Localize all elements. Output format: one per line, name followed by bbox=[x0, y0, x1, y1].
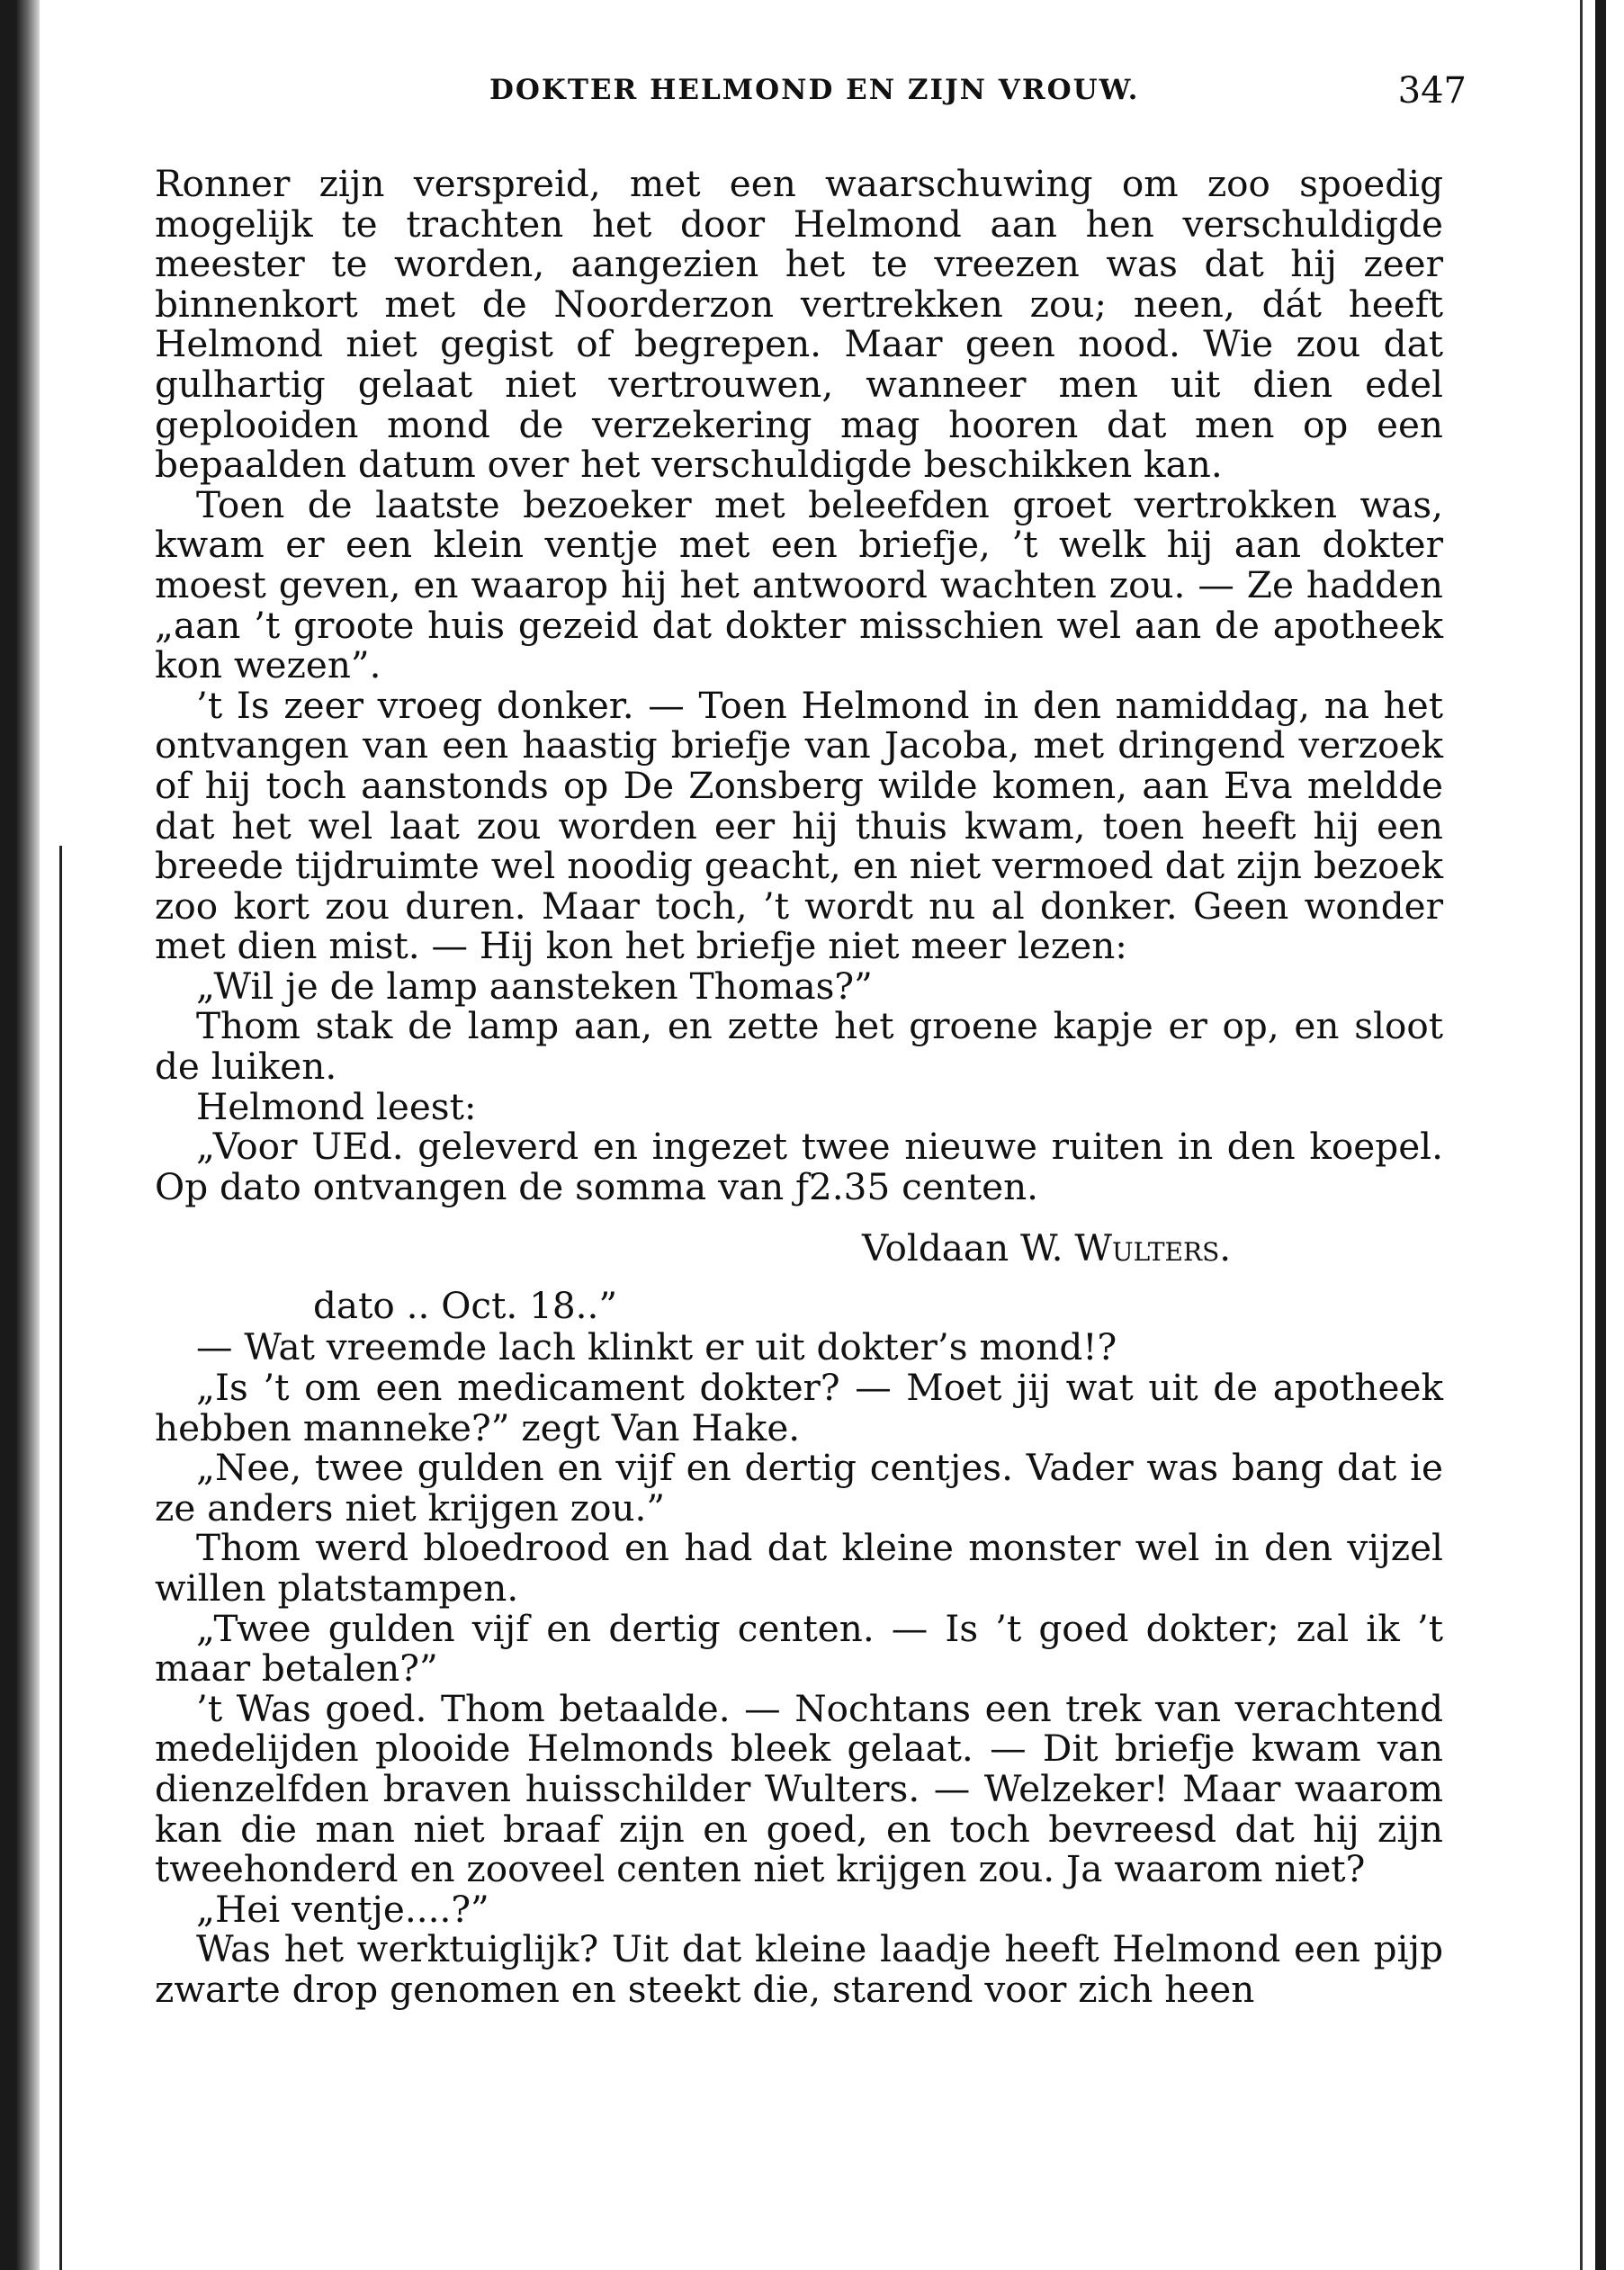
signature-prefix: Voldaan W. bbox=[862, 1226, 1075, 1270]
paragraph: Was het werktuiglijk? Uit dat kleine laadje heeft Helmond een pijp zwarte drop genomen en steekt die, starend voor zich heen bbox=[155, 1927, 1443, 2011]
paragraph: „Nee, twee gulden en vijf en dertig centjes. Vader was bang dat ie ze anders niet krijgen zou.” bbox=[155, 1446, 1443, 1530]
paragraph: Thom stak de lamp aan, en zette het groene kapje er op, en sloot de luiken. bbox=[155, 1004, 1443, 1089]
paragraph: „Voor UEd. geleverd en ingezet twee nieuwe ruiten in den koepel. Op dato ontvangen de somma van ƒ2.35 centen. bbox=[155, 1125, 1443, 1208]
paragraph: Helmond leest: bbox=[196, 1084, 477, 1128]
page-header bbox=[153, 70, 1467, 115]
signature-name: Wulters. bbox=[1074, 1226, 1232, 1270]
paragraph: „Is ’t om een medicament dokter? — Moet jij wat uit de apotheek hebben manneke?” zegt Van Hake. bbox=[155, 1366, 1443, 1449]
scan-right-edge-line bbox=[1580, 0, 1583, 2270]
paragraph: „Wil je de lamp aansteken Thomas?” bbox=[196, 964, 873, 1008]
running-title: DOKTER HELMOND EN ZIJN VROUW. bbox=[489, 74, 1140, 106]
scan-left-edge-shadow bbox=[0, 0, 40, 2270]
paragraph: — Wat vreemde lach klinkt er uit dokter’s mond!? bbox=[196, 1325, 1117, 1369]
paragraph: Thom werd bloedrood en had dat kleine monster wel in den vijzel willen platstampen. bbox=[155, 1526, 1443, 1610]
paragraph: ’t Is zeer vroeg donker. — Toen Helmond in den namiddag, na het ontvangen van een haastig briefje van Jacoba, met dringend verzoek of hij toch aanstonds op De Zonsberg wilde komen, aan Eva meldde dat het wel laat zou worden eer hij thuis kwam, toen heeft hij een breede tijdruimte wel noodig geacht, en niet vermoed dat zijn bezoek zoo kort zou duren. Maar toch, ’t wordt nu al donker. Geen wonder met dien mist. — Hij kon het briefje niet meer lezen: bbox=[155, 683, 1443, 968]
paragraph: ’t Was goed. Thom betaalde. — Nochtans een trek van verachtend medelijden plooide Helmonds bleek gelaat. — Dit briefje kwam van dienzelfden braven huisschilder Wulters. — Welzeker! Maar waarom kan die man niet braaf zijn en goed, en toch bevreesd dat hij zijn tweehonderd en zooveel centen niet krijgen zou. Ja waarom niet? bbox=[155, 1686, 1443, 1891]
paragraph: Ronner zijn verspreid, met een waarschuwing om zoo spoedig mogelijk te trachten het door Helmond aan hen verschuldigde meester te worden, aangezien het te vreezen was dat hij zeer binnenkort met de Noorderzon vertrekken zou; neen, dát heeft Helmond niet gegist of begrepen. Maar geen nood. Wie zou dat gulhartig gelaat niet vertrouwen, wanneer men uit dien edel geplooiden mond de verzekering mag hooren dat men op een bepaalden datum over het verschuldigde beschikken kan. bbox=[155, 162, 1443, 487]
paragraph: Toen de laatste bezoeker met beleefden groet vertrokken was, kwam er een klein ventje met een briefje, ’t welk hij aan dokter moest geven, en waarop hij het antwoord wachten zou. — Ze hadden „aan ’t groote huis gezeid dat dokter misschien wel aan de apotheek kon wezen”. bbox=[155, 482, 1443, 687]
paragraph: „Hei ventje....?” bbox=[196, 1887, 489, 1931]
scan-binding-line bbox=[59, 846, 62, 2270]
receipt-signature-block bbox=[155, 1207, 1443, 1327]
paragraph: „Twee gulden vijf en dertig centen. — Is ’t goed dokter; zal ik ’t maar betalen?” bbox=[155, 1606, 1443, 1691]
page-number: 347 bbox=[1397, 70, 1467, 112]
receipt-date: dato .. Oct. 18..” bbox=[313, 1284, 618, 1328]
scan-right-edge-shadow bbox=[1595, 0, 1606, 2270]
receipt-signature bbox=[862, 1228, 1231, 1269]
page-body bbox=[155, 164, 1443, 2010]
